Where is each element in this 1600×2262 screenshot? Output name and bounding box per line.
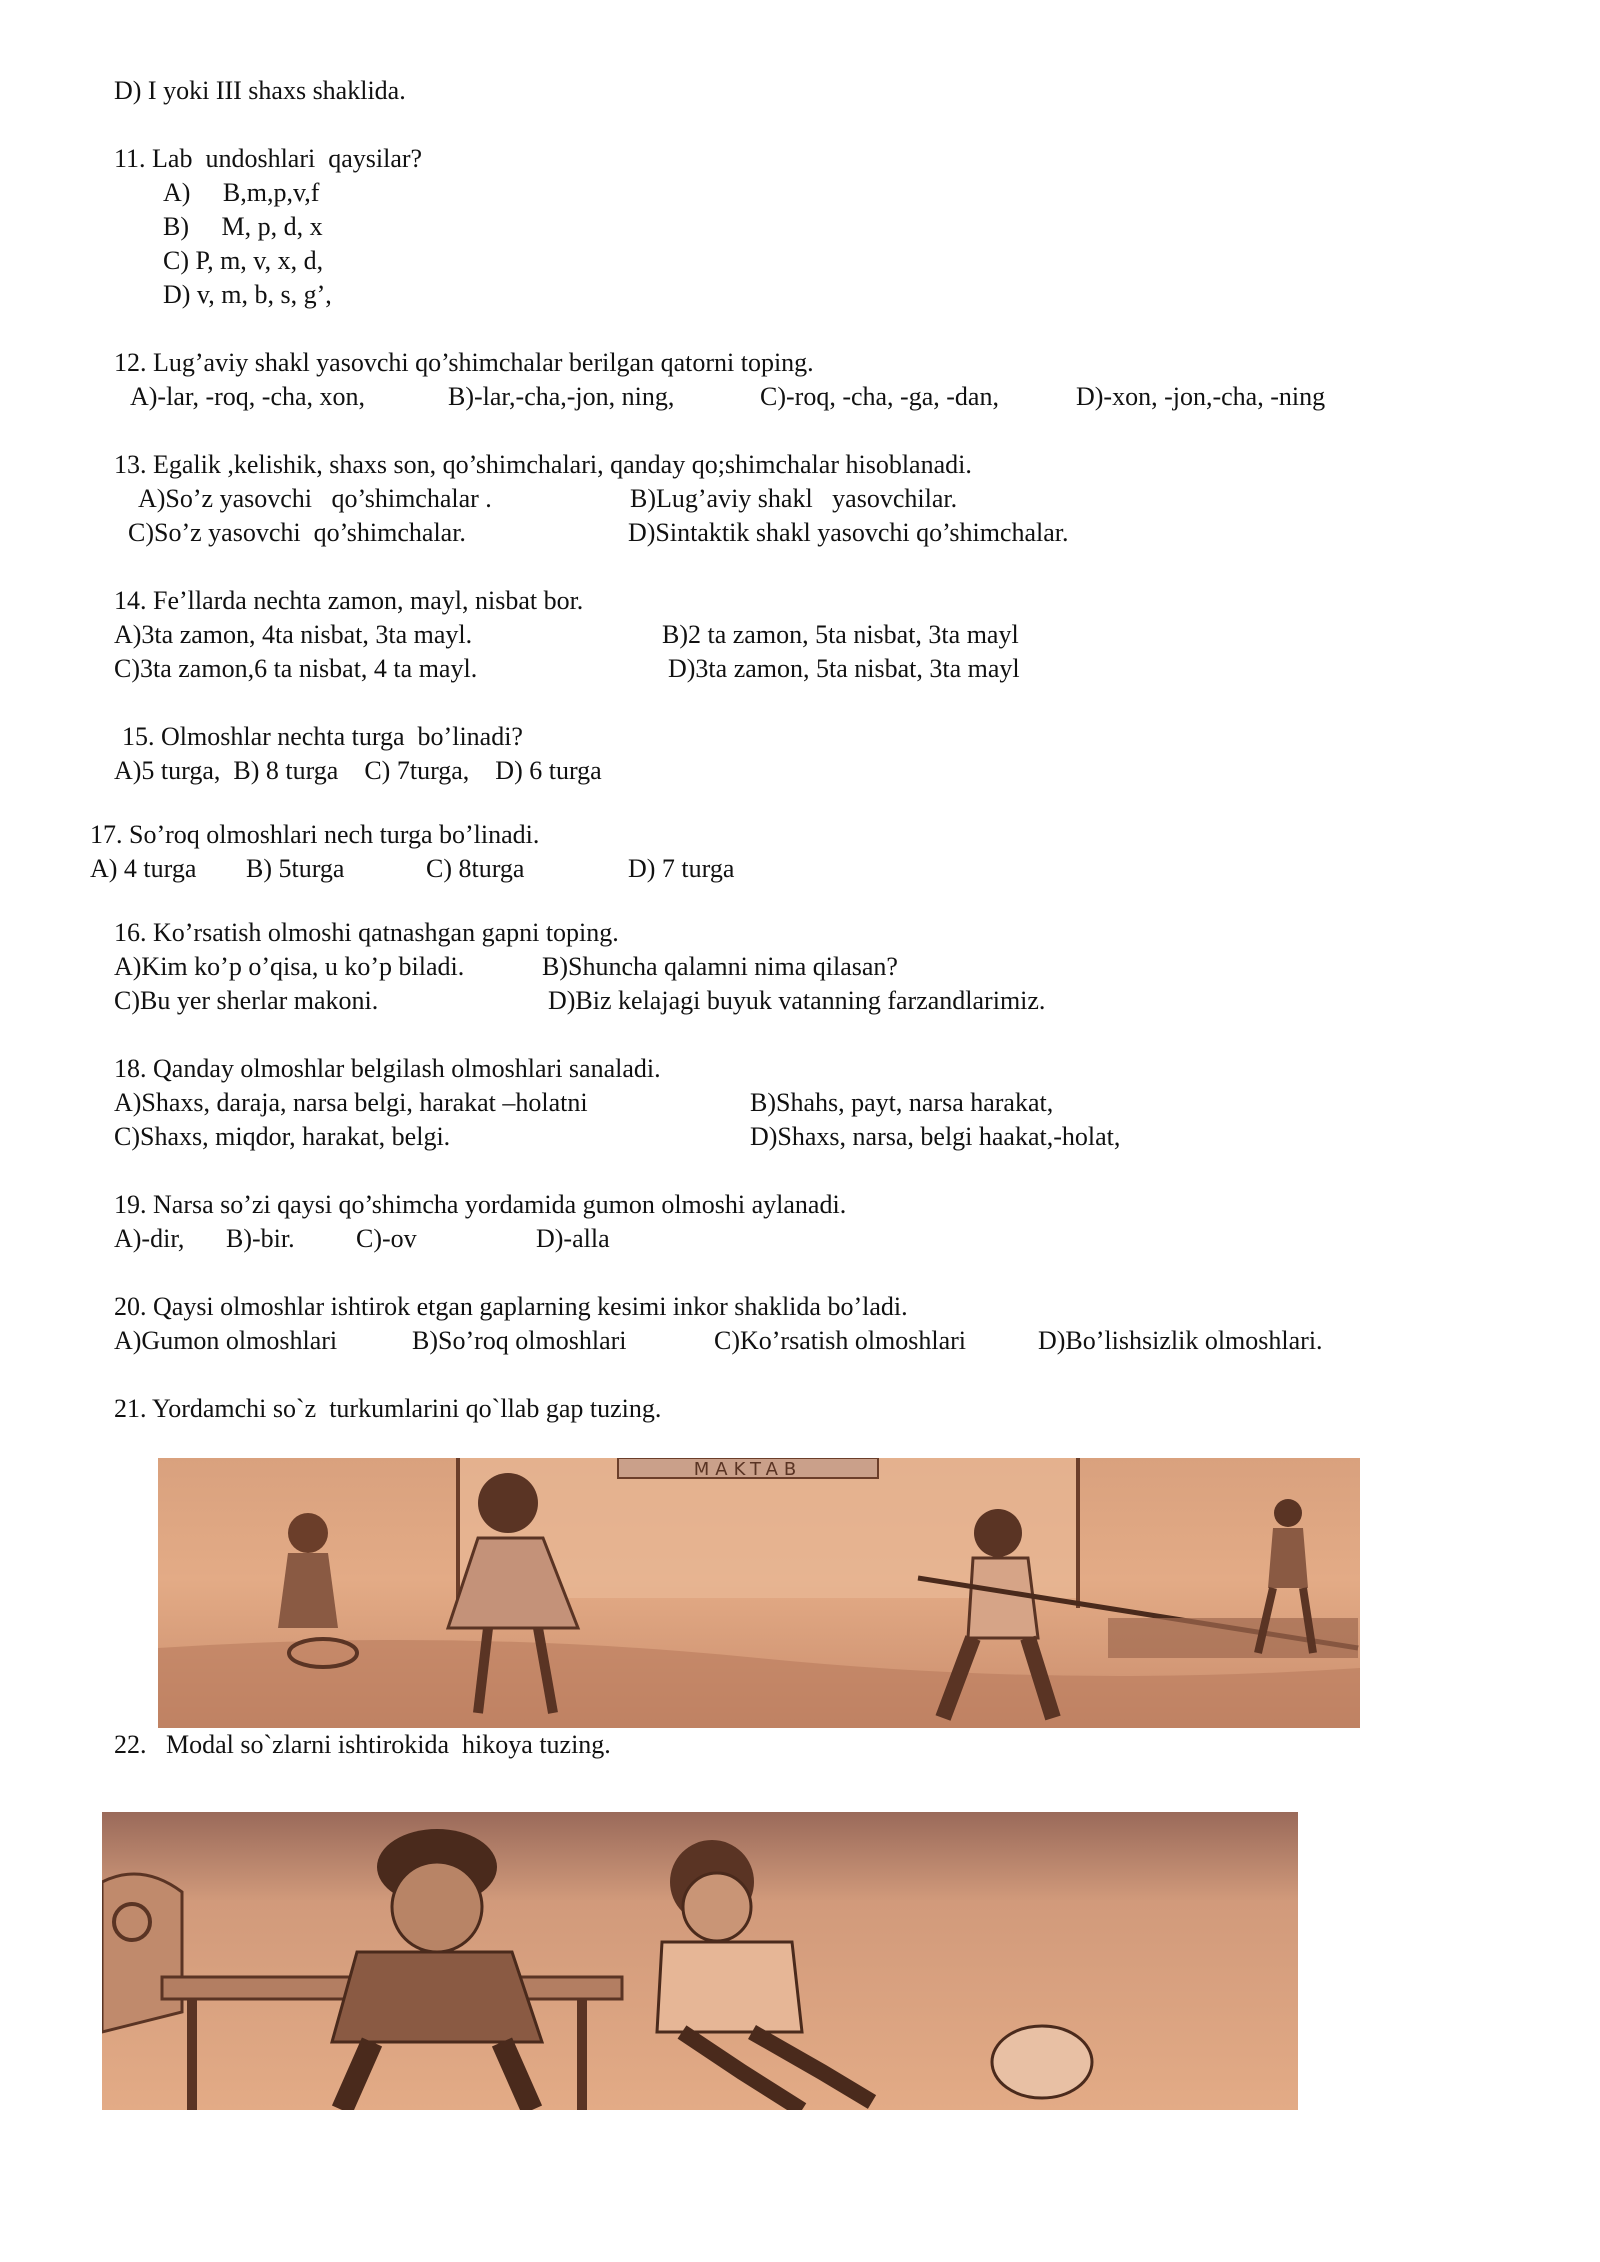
school-yard-sketch [158, 1458, 1360, 1728]
q11-option-c: C) P, m, v, x, d, [163, 246, 324, 275]
q14-option-d: D)3ta zamon, 5ta nisbat, 3ta mayl [668, 654, 1020, 683]
q14-option-a: A)3ta zamon, 4ta nisbat, 3ta mayl. [114, 620, 473, 649]
q11-option-a: A) B,m,p,v,f [163, 178, 320, 207]
grandfather-boy-illustration [102, 1812, 1298, 2110]
q17-option-a: A) 4 turga [90, 854, 197, 883]
question-11: 11. Lab undoshlari qaysilar? [114, 144, 423, 173]
q18-option-c: C)Shaxs, miqdor, harakat, belgi. [114, 1122, 451, 1151]
q11-option-d: D) v, m, b, s, g’, [163, 280, 332, 309]
q17-option-d: D) 7 turga [628, 854, 735, 883]
q20-option-b: B)So’roq olmoshlari [412, 1326, 627, 1355]
question-14: 14. Fe’llarda nechta zamon, mayl, nisbat bor. [114, 586, 584, 615]
q13-option-b: B)Lug’aviy shakl yasovchilar. [630, 484, 958, 513]
q19-option-c: C)-ov [356, 1224, 417, 1253]
q16-option-c: C)Bu yer sherlar makoni. [114, 986, 379, 1015]
q17-option-b: B) 5turga [246, 854, 345, 883]
q18-option-b: B)Shahs, payt, narsa harakat, [750, 1088, 1054, 1117]
q19-option-b: B)-bir. [226, 1224, 295, 1253]
q15-options: A)5 turga, B) 8 turga C) 7turga, D) 6 turga [114, 756, 602, 785]
q20-option-a: A)Gumon olmoshlari [114, 1326, 338, 1355]
q19-option-a: A)-dir, [114, 1224, 185, 1253]
question-12: 12. Lug’aviy shakl yasovchi qo’shimchalar berilgan qatorni toping. [114, 348, 814, 377]
grandfather-boy-sketch [102, 1812, 1298, 2110]
question-13: 13. Egalik ,kelishik, shaxs son, qo’shimchalari, qanday qo;shimchalar hisoblanadi. [114, 450, 972, 479]
q18-option-a: A)Shaxs, daraja, narsa belgi, harakat –holatni [114, 1088, 588, 1117]
q12-option-c: C)-roq, -cha, -ga, -dan, [760, 382, 999, 411]
school-yard-illustration [158, 1458, 1360, 1728]
q14-option-c: C)3ta zamon,6 ta nisbat, 4 ta mayl. [114, 654, 478, 683]
q13-option-a: A)So’z yasovchi qo’shimchalar . [138, 484, 492, 513]
q16-option-a: A)Kim ko’p o’qisa, u ko’p biladi. [114, 952, 465, 981]
q14-option-b: B)2 ta zamon, 5ta nisbat, 3ta mayl [662, 620, 1019, 649]
q12-option-b: B)-lar,-cha,-jon, ning, [448, 382, 675, 411]
q17-option-c: C) 8turga [426, 854, 525, 883]
question-17: 17. So’roq olmoshlari nech turga bo’linadi. [90, 820, 540, 849]
q16-option-d: D)Biz kelajagi buyuk vatanning farzandlarimiz. [548, 986, 1046, 1015]
q13-option-c: C)So’z yasovchi qo’shimchalar. [128, 518, 466, 547]
q16-option-b: B)Shuncha qalamni nima qilasan? [542, 952, 898, 981]
question-22: 22. Modal so`zlarni ishtirokida hikoya tuzing. [114, 1730, 611, 1759]
q12-option-d: D)-xon, -jon,-cha, -ning [1076, 382, 1326, 411]
question-16: 16. Ko’rsatish olmoshi qatnashgan gapni toping. [114, 918, 619, 947]
question-21: 21. Yordamchi so`z turkumlarini qo`llab gap tuzing. [114, 1394, 662, 1423]
answer-d-line: D) I yoki III shaxs shaklida. [114, 76, 406, 105]
question-15: 15. Olmoshlar nechta turga bo’linadi? [122, 722, 523, 751]
q18-option-d: D)Shaxs, narsa, belgi haakat,-holat, [750, 1122, 1121, 1151]
school-sign-text: MAKTAB [693, 1459, 803, 1480]
q12-option-a: A)-lar, -roq, -cha, xon, [130, 382, 366, 411]
q11-option-b: B) M, p, d, x [163, 212, 323, 241]
q13-option-d: D)Sintaktik shakl yasovchi qo’shimchalar. [628, 518, 1069, 547]
question-19: 19. Narsa so’zi qaysi qo’shimcha yordamida gumon olmoshi aylanadi. [114, 1190, 847, 1219]
question-18: 18. Qanday olmoshlar belgilash olmoshlari sanaladi. [114, 1054, 661, 1083]
q20-option-d: D)Bo’lishsizlik olmoshlari. [1038, 1326, 1323, 1355]
q20-option-c: C)Ko’rsatish olmoshlari [714, 1326, 967, 1355]
question-20: 20. Qaysi olmoshlar ishtirok etgan gaplarning kesimi inkor shaklida bo’ladi. [114, 1292, 908, 1321]
q19-option-d: D)-alla [536, 1224, 610, 1253]
